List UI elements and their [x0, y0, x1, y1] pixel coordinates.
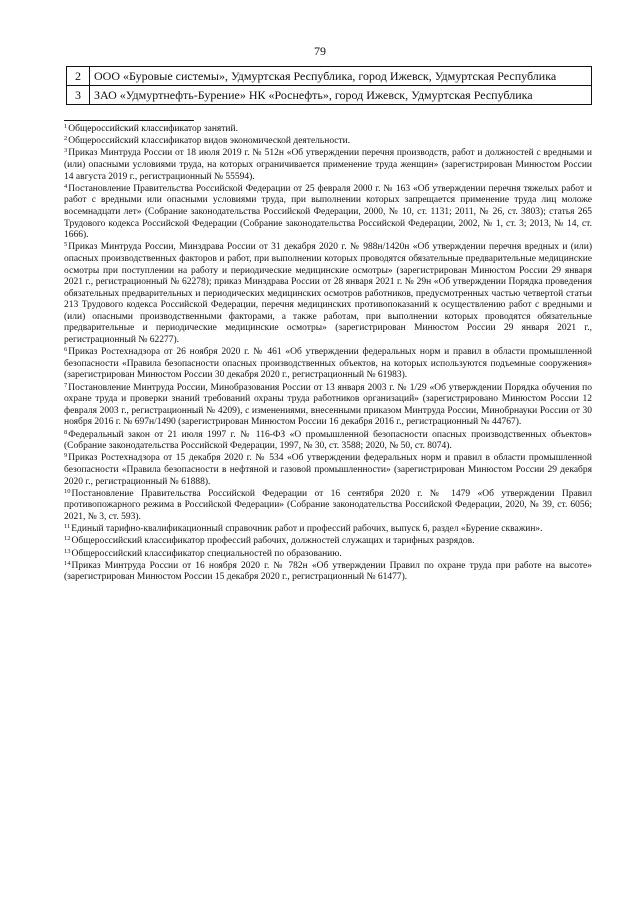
footnote: [64, 347, 592, 382]
footnote: [64, 124, 592, 136]
footnote-marker: 11: [64, 523, 71, 531]
footnote-text: Единый тарифно-квалификационный справочник работ и профессий рабочих, выпуск 6, раздел «Бурение скважин».: [71, 524, 543, 535]
footnote: [64, 430, 592, 453]
footnote-text: Приказ Ростехнадзора от 26 ноября 2020 г. № 461 «Об утверждении федеральных норм и правил в области промышленной безопасности «Правила безопасности опасных производственных объектов, на которых используются подъемные сооружения» (зарегистрирован Минюстом России 30 декабря 2020 г., регистрационный № 61983).: [64, 347, 592, 381]
row-number: 2: [67, 67, 90, 86]
organization-name: ЗАО «Удмуртнефть-Бурение» НК «Роснефть», город Ижевск, Удмуртская Республика: [90, 86, 592, 105]
footnote-text: Общероссийский классификатор специальностей по образованию.: [71, 548, 342, 559]
footnote-text: Постановление Минтруда России, Минобразования России от 13 января 2003 г. № 1/29 «Об утверждении Порядка обучения по охране труда и проверки знаний требований охраны труда работников организаций» (зарегистрировано Минюстом России 12 февраля 2003 г., регистрационный № 4209), с изменениями, внесенными приказом Минтруда России, Минобрнауки России от 30 ноября 2016 г. № 697н/1490 (зарегистрирован Минюстом России 16 декабря 2016 г., регистрационный № 44767).: [64, 382, 592, 428]
footnote: [64, 561, 592, 584]
footnote: [64, 524, 592, 536]
footnote-text: Приказ Ростехнадзора от 15 декабря 2020 г. № 534 «Об утверждении федеральных норм и правил в области промышленной безопасности «Правила безопасности в нефтяной и газовой промышленности» (зарегистрирован Минюстом России 29 декабря 2020 г., регистрационный № 61888).: [64, 453, 592, 487]
footnote: [64, 148, 592, 183]
footnote-text: Постановление Правительства Российской Федерации от 25 февраля 2000 г. № 163 «Об утверждении перечня тяжелых работ и работ с вредными или опасными условиями труда, при выполнении которых запрещается применение труда лиц моложе восемнадцати лет» (Собрание законодательства Российской Федерации, 2000, № 10, ст. 1131; 2011, № 26, ст. 3803); статья 265 Трудового кодекса Российской Федерации (Собрание законодательства Российской Федерации, 2002, № 1, ст. 3; 2013, № 14, ст. 1666).: [64, 183, 592, 241]
footnote-text: Приказ Минтруда России, Минздрава России от 31 декабря 2020 г. № 988н/1420н «Об утверждении перечня вредных и (или) опасных производственных факторов и работ, при выполнении которых проводятся обязательные предварительные медицинские осмотры при поступлении на работу и периодические медицинские осмотры» (зарегистрирован Минюстом России 29 января 2021 г., регистрационный № 62278); приказ Минздрава России от 28 января 2021 г. № 29н «Об утверждении Порядка проведения обязательных предварительных и периодических медицинских осмотров работников, предусмотренных частью четвертой статьи 213 Трудового кодекса Российской Федерации, перечня медицинских противопоказаний к осуществлению работ с вредными и (или) опасными производственными факторами, а также работам, при выполнении которых проводятся обязательные предварительные и периодические медицинские осмотры» (зарегистрирован Минюстом России 29 января 2021 г., регистрационный № 62277).: [64, 242, 592, 346]
table-row: [67, 86, 592, 105]
footnote-text: Общероссийский классификатор видов экономической деятельности.: [68, 136, 351, 147]
footnote-marker: 2: [64, 135, 68, 143]
footnote-marker: 5: [64, 241, 68, 249]
organization-name: ООО «Буровые системы», Удмуртская Республика, город Ижевск, Удмуртская Республика: [90, 67, 592, 86]
footnote-separator: [64, 120, 194, 121]
footnote-text: Общероссийский классификатор профессий рабочих, должностей служащих и тарифных разрядов.: [71, 536, 475, 547]
footnote-marker: 7: [64, 381, 68, 389]
footnotes-section: [64, 124, 592, 584]
row-number: 3: [67, 86, 90, 105]
footnote-text: Постановление Правительства Российской Федерации от 16 сентября 2020 г. № 1479 «Об утверждении Правил противопожарного режима в Российской Федерации» (Собрание законодательства Российской Федерации, 2020, № 39, ст. 6056; 2021, № 3, ст. 593).: [64, 488, 592, 522]
footnote: [64, 383, 592, 429]
footnote-text: Приказ Минтруда России от 18 июля 2019 г. № 512н «Об утверждении перечня производств, работ и должностей с вредными и (или) опасными условиями труда, на которых ограничивается применение труда женщин» (зарегистрирован Минюстом России 14 августа 2019 г., регистрационный № 55594).: [64, 148, 592, 182]
footnote: [64, 184, 592, 242]
footnote: [64, 549, 592, 561]
footnote-text: Приказ Минтруда России от 16 ноября 2020 г. № 782н «Об утверждении Правил по охране труда при работе на высоте» (зарегистрирован Минюстом России 15 декабря 2020 г., регистрационный № 61477).: [64, 560, 592, 583]
footnote-text: Федеральный закон от 21 июля 1997 г. № 116-ФЗ «О промышленной безопасности опасных производственных объектов» (Собрание законодательства Российской Федерации, 1997, № 30, ст. 3588; 2020, № 50, ст. 8074).: [64, 429, 592, 452]
footnote-marker: 3: [64, 147, 68, 155]
page-number: 79: [314, 44, 326, 58]
footnote-marker: 10: [64, 487, 71, 495]
table-row: [67, 67, 592, 86]
footnote-marker: 14: [64, 559, 71, 567]
footnote-marker: 4: [64, 182, 68, 190]
footnote: [64, 453, 592, 488]
footnote-marker: 9: [64, 452, 68, 460]
organizations-table: [66, 66, 592, 105]
footnote: [64, 242, 592, 346]
footnote-marker: 6: [64, 346, 68, 354]
footnote: [64, 536, 592, 548]
footnote: [64, 489, 592, 524]
footnote-marker: 12: [64, 535, 71, 543]
footnote-marker: 8: [64, 428, 68, 436]
footnote-marker: 13: [64, 547, 71, 555]
footnote-marker: 1: [64, 123, 68, 130]
footnote: [64, 136, 592, 148]
footnote-text: Общероссийский классификатор занятий.: [68, 124, 238, 134]
